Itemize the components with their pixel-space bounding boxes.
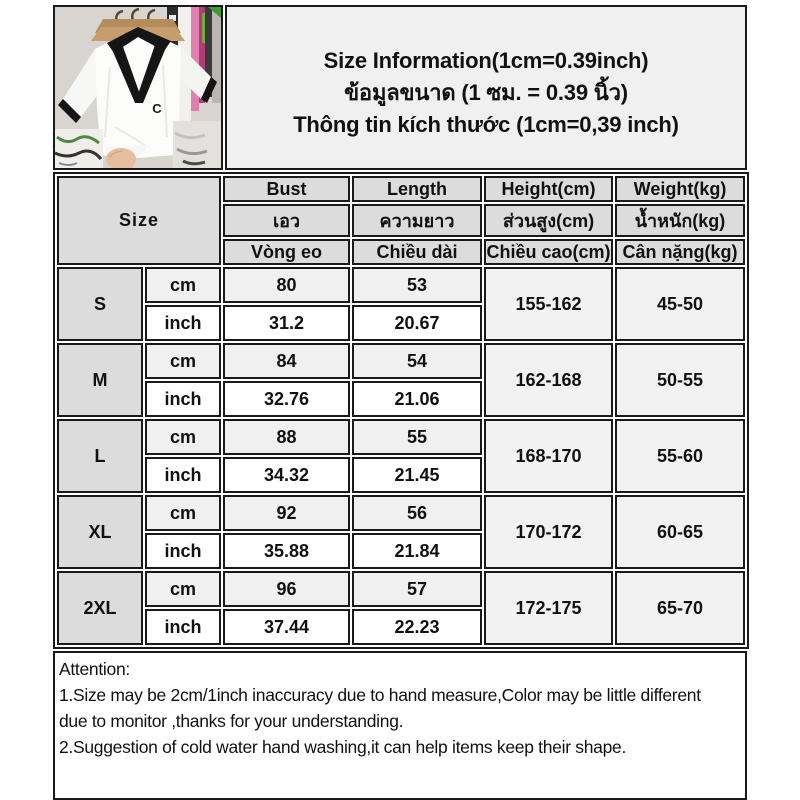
table-row-2xl-cm (57, 571, 745, 607)
title-thai: ข้อมูลขนาด (1 ซม. = 0.39 นิ้ว) (344, 79, 628, 105)
unit-label-cm: cm (145, 419, 221, 455)
length-cm-m: 54 (352, 343, 482, 379)
table-row-s-cm (57, 267, 745, 303)
bust-cm-xl: 92 (223, 495, 350, 531)
size-label-l: L (57, 419, 143, 493)
title-box (225, 5, 747, 170)
weight-range-l: 55-60 (615, 419, 745, 493)
length-cm-l: 55 (352, 419, 482, 455)
length-inch-2xl: 22.23 (352, 609, 482, 645)
table-row-m-cm (57, 343, 745, 379)
col-weight-en: Weight(kg) (615, 176, 745, 202)
col-length-vi: Chiều dài (352, 239, 482, 265)
length-cm-2xl: 57 (352, 571, 482, 607)
attention-line-1: 1.Size may be 2cm/1inch inaccuracy due to hand measure,Color may be little different (59, 685, 701, 705)
col-length-en: Length (352, 176, 482, 202)
col-bust-en: Bust (223, 176, 350, 202)
col-height-vi: Chiều cao(cm) (484, 239, 613, 265)
col-height-en: Height(cm) (484, 176, 613, 202)
length-inch-xl: 21.84 (352, 533, 482, 569)
header-row-en (57, 176, 745, 202)
height-range-l: 168-170 (484, 419, 613, 493)
col-weight-vi: Cân nặng(kg) (615, 239, 745, 265)
size-label-s: S (57, 267, 143, 341)
bust-inch-2xl: 37.44 (223, 609, 350, 645)
table-row-l-cm (57, 419, 745, 455)
unit-label-cm: cm (145, 495, 221, 531)
unit-label-cm: cm (145, 343, 221, 379)
col-weight-th: น้ำหนัก(kg) (615, 204, 745, 237)
length-inch-m: 21.06 (352, 381, 482, 417)
bust-inch-m: 32.76 (223, 381, 350, 417)
unit-label-cm: cm (145, 267, 221, 303)
unit-label-inch: inch (145, 381, 221, 417)
weight-range-2xl: 65-70 (615, 571, 745, 645)
weight-range-s: 45-50 (615, 267, 745, 341)
col-bust-vi: Vòng eo (223, 239, 350, 265)
unit-label-inch: inch (145, 609, 221, 645)
content-area (53, 5, 747, 800)
unit-label-cm: cm (145, 571, 221, 607)
attention-heading: Attention: (59, 659, 130, 679)
weight-range-m: 50-55 (615, 343, 745, 417)
unit-label-inch: inch (145, 305, 221, 341)
height-range-xl: 170-172 (484, 495, 613, 569)
length-inch-s: 20.67 (352, 305, 482, 341)
size-label-2xl: 2XL (57, 571, 143, 645)
product-photo (53, 5, 223, 170)
chest-letter-c: C (152, 101, 162, 116)
bust-cm-2xl: 96 (223, 571, 350, 607)
bust-inch-s: 31.2 (223, 305, 350, 341)
weight-range-xl: 60-65 (615, 495, 745, 569)
attention-box (53, 651, 747, 800)
top-row (53, 5, 747, 170)
bust-cm-s: 80 (223, 267, 350, 303)
col-length-th: ความยาว (352, 204, 482, 237)
length-cm-s: 53 (352, 267, 482, 303)
size-header-cell: Size (57, 176, 221, 265)
size-label-xl: XL (57, 495, 143, 569)
height-range-m: 162-168 (484, 343, 613, 417)
attention-line-2: due to monitor ,thanks for your understanding. (59, 711, 404, 731)
unit-label-inch: inch (145, 533, 221, 569)
height-range-2xl: 172-175 (484, 571, 613, 645)
size-label-m: M (57, 343, 143, 417)
length-cm-xl: 56 (352, 495, 482, 531)
bust-cm-m: 84 (223, 343, 350, 379)
product-photo-graphic (55, 7, 221, 168)
height-range-s: 155-162 (484, 267, 613, 341)
unit-label-inch: inch (145, 457, 221, 493)
table-row-xl-cm (57, 495, 745, 531)
bust-inch-l: 34.32 (223, 457, 350, 493)
attention-line-3: 2.Suggestion of cold water hand washing,it can help items keep their shape. (59, 737, 627, 757)
size-table (53, 172, 749, 649)
clothes-pile-right (173, 121, 221, 168)
bust-cm-l: 88 (223, 419, 350, 455)
col-bust-th: เอว (223, 204, 350, 237)
clothes-pile-left (55, 129, 103, 168)
bust-inch-xl: 35.88 (223, 533, 350, 569)
col-height-th: ส่วนสูง(cm) (484, 204, 613, 237)
title-english: Size Information(1cm=0.39inch) (323, 47, 649, 73)
length-inch-l: 21.45 (352, 457, 482, 493)
title-vietnamese: Thông tin kích thước (1cm=0,39 inch) (293, 111, 679, 137)
